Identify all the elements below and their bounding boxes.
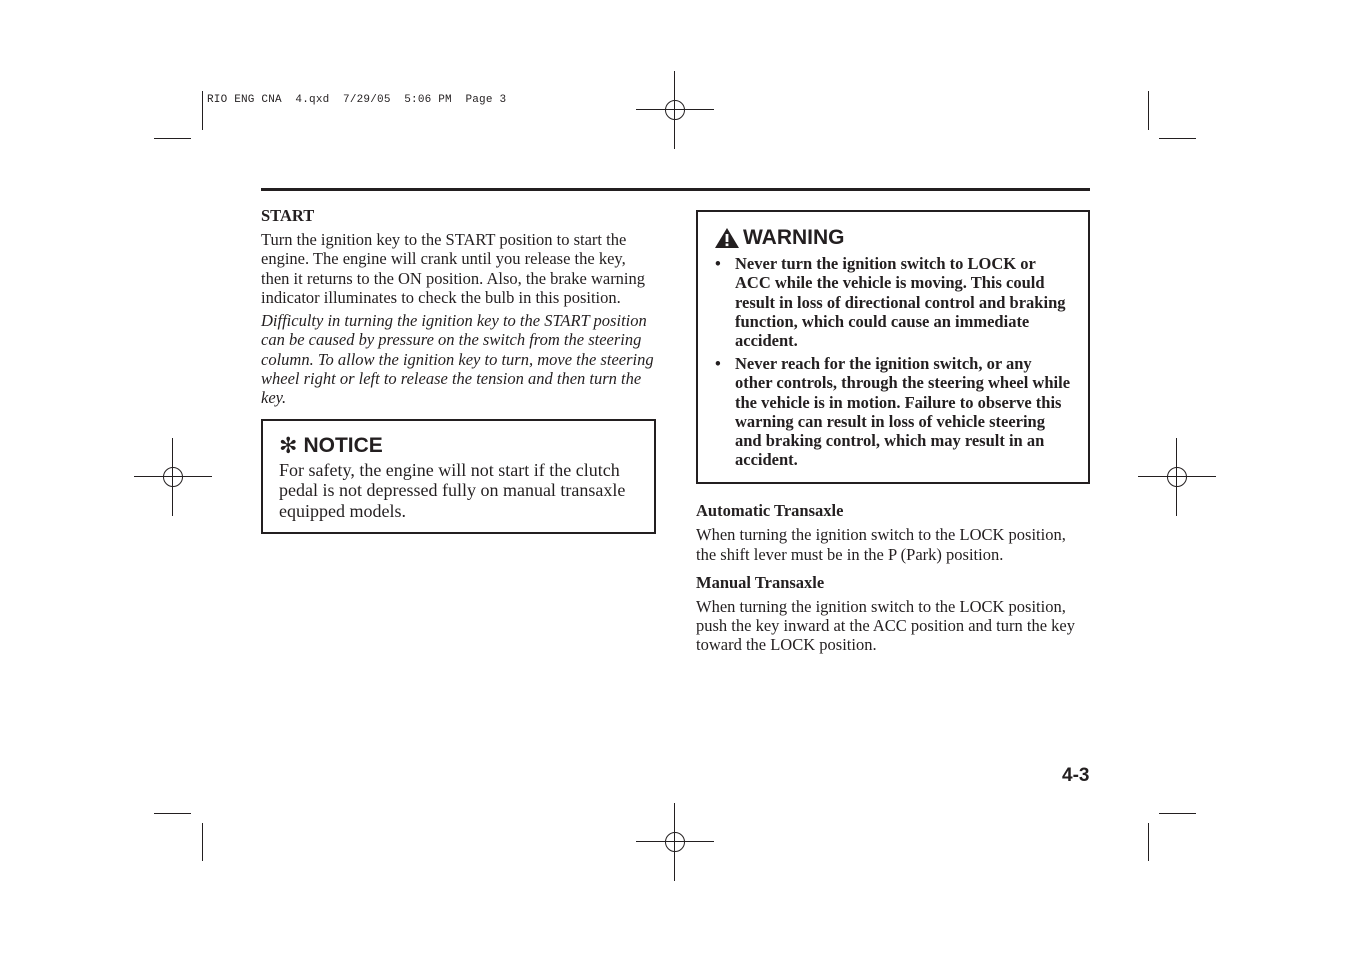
crop-mark [154,813,191,814]
manual-transaxle-text: When turning the ignition switch to the LOCK position, push the key inward at the ACC position and turn the key toward the LOCK position. [696,596,1075,655]
registration-mark-icon [1138,438,1216,516]
notice-title: NOTICE [303,433,383,457]
automatic-transaxle-text: When turning the ignition switch to the LOCK position, the shift lever must be in the P (Park) position. [696,525,1066,564]
registration-mark-icon [134,438,212,516]
registration-mark-icon [636,71,714,149]
page-number: 4-3 [1062,765,1090,786]
warning-title-row [714,225,1072,251]
start-note: Difficulty in turning the ignition key to the START position can be caused by pressure on the switch from the steering column. To allow the ignition key to turn, move the steering wheel right or left to release the tension and then turn the key. [261,311,654,408]
bullet-icon: • [715,254,721,273]
start-text: Turn the ignition key to the START position to start the engine. The engine will crank until you release the key, then it returns to the ON position. Also, the brake warning indicator illuminates to check the bulb in this position. [261,230,646,307]
crop-mark [1159,138,1196,139]
manual-transaxle-heading: Manual Transaxle [696,572,825,592]
warning-item: • Never reach for the ignition switch, or any other controls, through the steering wheel while the vehicle is in motion. Failure to observe this warning can result in loss of vehicle steering and braking control, which may result in an accident. [715,353,1071,470]
left-column [261,206,656,534]
notice-asterisk-icon: ✻ [279,432,298,458]
crop-mark [1148,823,1149,861]
crop-mark [154,138,191,139]
warning-title: WARNING [743,226,845,249]
right-column [696,210,1090,655]
notice-text: For safety, the engine will not start if the clutch pedal is not depressed fully on manual transaxle equipped models. [279,459,626,521]
crop-mark [1159,813,1196,814]
crop-mark [1148,91,1149,130]
notice-title-row [279,433,640,459]
bullet-icon: • [715,353,721,373]
print-slug: RIO ENG CNA 4.qxd 7/29/05 5:06 PM Page 3 [207,94,507,106]
registration-mark-icon [636,803,714,881]
warning-item: • Never turn the ignition switch to LOCK or ACC while the vehicle is moving. This could result in loss of directional control and braking function, which could cause an immediate accident. [715,254,1066,351]
start-heading: START [261,206,315,225]
crop-mark [202,91,203,130]
notice-box [261,419,656,535]
warning-triangle-icon [714,227,740,249]
warning-box [696,210,1090,484]
automatic-transaxle-heading: Automatic Transaxle [696,501,844,521]
crop-mark [202,823,203,861]
header-rule [261,188,1090,191]
warning-list [714,254,1072,470]
